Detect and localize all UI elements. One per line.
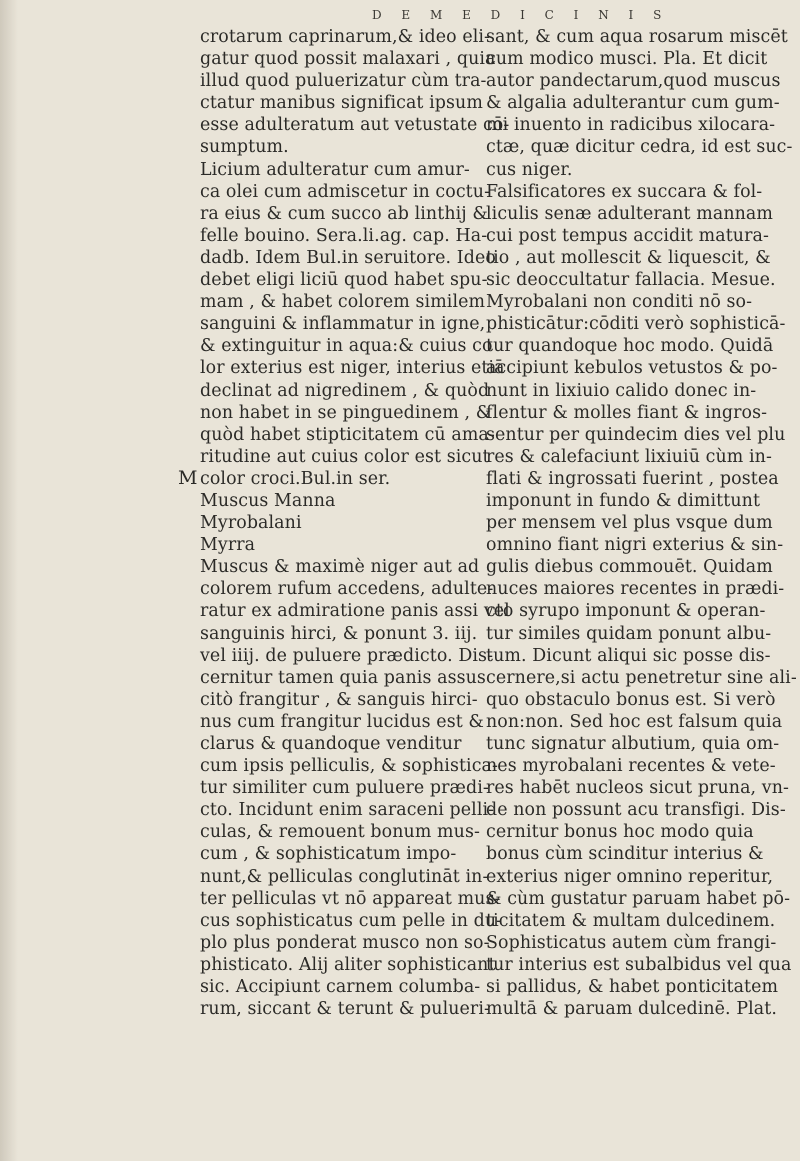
right-column-line: sic deoccultatur fallacia. Mesue. bbox=[486, 270, 776, 291]
right-column-line: res habēt nucleos sicut pruna, vn- bbox=[486, 778, 789, 799]
right-column-line: ctæ, quæ dicitur cedra, id est suc- bbox=[486, 137, 793, 158]
left-column-line: nus cum frangitur lucidus est & bbox=[200, 711, 485, 732]
left-column-line: debet eligi liciū quod habet spu- bbox=[200, 270, 488, 291]
right-column-line: quo obstaculo bonus est. Si verò bbox=[486, 689, 776, 710]
right-column-line: tum. Dicunt aliqui sic posse dis- bbox=[486, 645, 771, 666]
left-column-line: nunt,& pelliculas conglutināt in- bbox=[200, 866, 489, 887]
left-column-line: sumptum. bbox=[200, 137, 289, 158]
left-column-line: sanguini & inflammatur in igne, bbox=[200, 314, 486, 335]
right-column-line: si pallidus, & habet ponticitatem bbox=[486, 977, 779, 998]
left-column-line: mam , & habet colorem similem bbox=[200, 292, 486, 313]
left-column-line: tur similiter cum puluere prædi- bbox=[200, 778, 489, 799]
left-column-line: lor exterius est niger, interius etiā bbox=[200, 358, 505, 379]
right-column-line: cernitur bonus hoc modo quia bbox=[486, 822, 754, 843]
right-column bbox=[486, 26, 797, 1020]
left-column-line: color croci.Bul.in ser. bbox=[200, 468, 391, 489]
left-column-line: sanguinis hirci, & ponunt 3. iij. bbox=[200, 623, 478, 644]
right-column-line: exterius niger omnino reperitur, bbox=[486, 866, 774, 887]
left-column-line: non habet in se pinguedinem , & bbox=[200, 402, 492, 423]
right-column-line: liculis senæ adulterant mannam bbox=[486, 203, 773, 224]
right-column-line: autor pandectarum,quod muscus bbox=[486, 71, 781, 92]
left-column-line: Muscus & maximè niger aut ad bbox=[200, 557, 480, 578]
right-column-line: phisticātur:cōditi verò sophisticā- bbox=[486, 314, 786, 335]
right-column-line: mi inuento in radicibus xilocara- bbox=[486, 115, 776, 136]
running-head: D E M E D I C I N I S bbox=[372, 8, 670, 22]
left-column-line: rum, siccant & terunt & pulueri- bbox=[200, 999, 490, 1020]
right-column-line: nunt in lixiuio calido donec in- bbox=[486, 380, 757, 401]
left-column-line: dadb. Idem Bul.in seruitore. Ideo bbox=[200, 247, 496, 268]
right-column-line: flati & ingrossati fuerint , postea bbox=[486, 468, 779, 489]
left-column-line: ritudine aut cuius color est sicut bbox=[200, 446, 490, 467]
right-column-line: & cùm gustatur paruam habet pō- bbox=[486, 888, 791, 909]
right-column-line: cernere,si actu penetretur sine ali- bbox=[486, 667, 797, 688]
left-column-line: cum , & sophisticatum impo- bbox=[200, 844, 457, 865]
left-column-line: cus sophisticatus cum pelle in du- bbox=[200, 910, 503, 931]
left-column-line: Muscus Manna bbox=[200, 490, 336, 511]
right-column-line: cto syrupo imponunt & operan- bbox=[486, 601, 766, 622]
right-column-line: per mensem vel plus vsque dum bbox=[486, 513, 773, 534]
left-column-line: felle bouino. Sera.li.ag. cap. Ha- bbox=[200, 225, 488, 246]
left-column-line: esse adulteratum aut vetustate cō- bbox=[200, 115, 510, 136]
left-column-line: culas, & remouent bonum mus- bbox=[200, 822, 480, 843]
left-column-line: Myrobalani bbox=[200, 513, 302, 534]
right-column-line: multā & paruam dulcedinē. Plat. bbox=[486, 999, 777, 1020]
left-column-line: cto. Incidunt enim saraceni pelli- bbox=[200, 800, 495, 821]
left-column-line: sic. Accipiunt carnem columba- bbox=[200, 977, 481, 998]
left-column-line: quòd habet stipticitatem cū ama- bbox=[200, 424, 495, 445]
left-column-line: colorem rufum accedens, adulte- bbox=[200, 579, 494, 600]
left-column-line: crotarum caprinarum,& ideo eli- bbox=[200, 27, 491, 47]
left-column-line: cernitur tamen quia panis assus bbox=[200, 667, 486, 688]
right-column-line: Sophisticatus autem cùm frangi- bbox=[486, 932, 777, 953]
right-column-line: Falsificatores ex succara & fol- bbox=[486, 181, 763, 202]
right-column-line: cui post tempus accidit matura- bbox=[486, 225, 769, 246]
right-column-line: tur interius est subalbidus vel qua bbox=[486, 954, 792, 975]
right-column-line: tur quandoque hoc modo. Quidā bbox=[486, 336, 774, 357]
left-column-line: gatur quod possit malaxari , quia bbox=[200, 49, 496, 70]
left-column-line: declinat ad nigredinem , & quòd bbox=[200, 380, 490, 401]
right-column-line: gulis diebus commouēt. Quidam bbox=[486, 557, 773, 578]
right-column-line: cum modico musci. Pla. Et dicit bbox=[486, 49, 768, 70]
right-column-line: non:non. Sed hoc est falsum quia bbox=[486, 711, 783, 732]
right-column-line: nes myrobalani recentes & vete- bbox=[486, 756, 776, 777]
left-column-line: ra eius & cum succo ab linthij & bbox=[200, 203, 488, 224]
right-column-line: ticitatem & multam dulcedinem. bbox=[486, 910, 776, 931]
right-column-line: de non possunt acu transfigi. Dis- bbox=[486, 800, 786, 821]
left-column-line: illud quod puluerizatur cùm tra- bbox=[200, 71, 487, 92]
right-column-line: sentur per quindecim dies vel plu bbox=[486, 424, 786, 445]
right-column-line: omnino fiant nigri exterius & sin- bbox=[486, 535, 784, 556]
left-column-line: ratur ex admiratione panis assi vel bbox=[200, 601, 510, 622]
right-column-line: tio , aut mollescit & liquescit, & bbox=[486, 247, 771, 268]
left-column-line: citò frangitur , & sanguis hirci- bbox=[200, 689, 478, 710]
left-column-line: plo plus ponderat musco non so- bbox=[200, 932, 490, 953]
left-column bbox=[200, 26, 510, 1020]
right-column-line: tunc signatur albutium, quia om- bbox=[486, 734, 780, 754]
right-column-line: flentur & molles fiant & ingros- bbox=[486, 402, 768, 423]
left-column-line: cum ipsis pelliculis, & sophistica- bbox=[200, 756, 499, 777]
marginal-letter: M bbox=[178, 467, 198, 489]
left-column-line: phisticato. Alij aliter sophisticant bbox=[200, 954, 496, 975]
left-column-line: ter pelliculas vt nō appareat mus- bbox=[200, 888, 501, 909]
right-column-line: res & calefaciunt lixiuiū cùm in- bbox=[486, 446, 772, 467]
left-column-line: Myrra bbox=[200, 535, 256, 556]
right-column-line: imponunt in fundo & dimittunt bbox=[486, 490, 761, 511]
left-column-line: ca olei cum admiscetur in coctu- bbox=[200, 181, 491, 202]
right-column-line: Myrobalani non conditi nō so- bbox=[486, 292, 753, 313]
left-column-line: ctatur manibus significat ipsum bbox=[200, 93, 483, 114]
left-column-line: clarus & quandoque venditur bbox=[200, 734, 462, 754]
right-column-line: & algalia adulterantur cum gum- bbox=[486, 93, 780, 114]
left-column-line: Licium adulteratur cum amur- bbox=[200, 159, 470, 180]
right-column-line: accipiunt kebulos vetustos & po- bbox=[486, 358, 778, 379]
left-column-line: vel iiij. de puluere prædicto. Dis- bbox=[200, 645, 494, 666]
right-column-line: sant, & cum aqua rosarum miscēt bbox=[486, 27, 788, 47]
right-column-line: cus niger. bbox=[486, 159, 573, 180]
gutter-shadow bbox=[0, 0, 18, 1161]
left-column-line: & extinguitur in aqua:& cuius co bbox=[200, 336, 493, 357]
right-column-line: nuces maiores recentes in prædi- bbox=[486, 579, 785, 600]
right-column-line: bonus cùm scinditur interius & bbox=[486, 844, 764, 865]
right-column-line: tur similes quidam ponunt albu- bbox=[486, 623, 772, 644]
